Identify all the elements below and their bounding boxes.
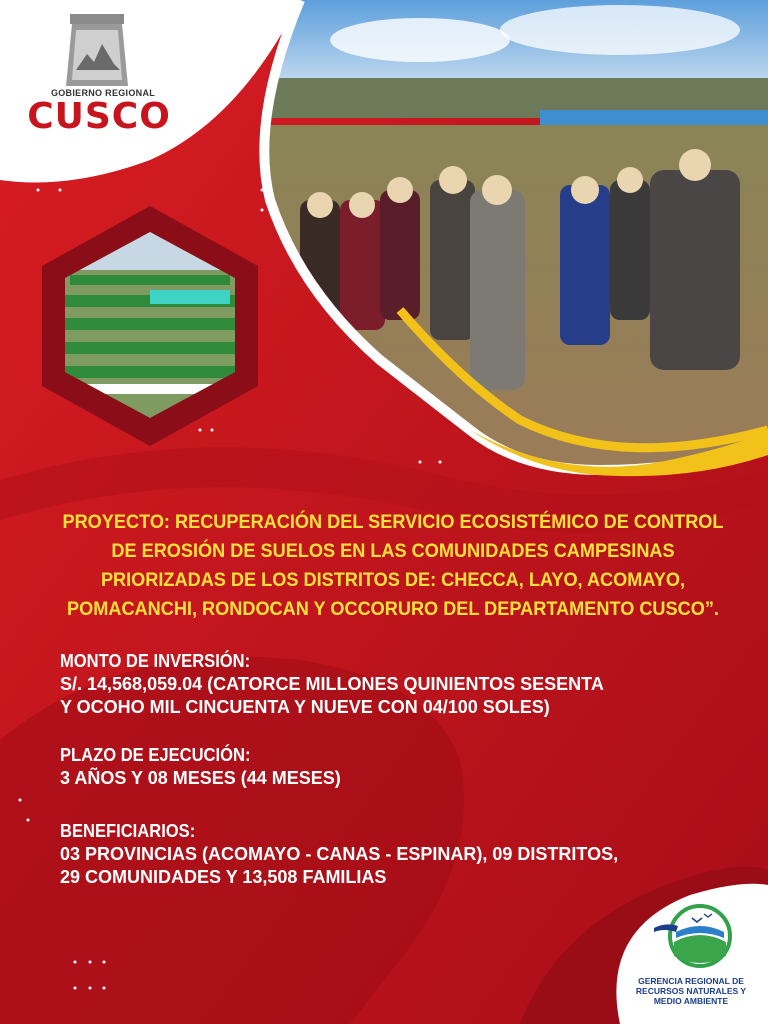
gerencia-label [616,976,766,1006]
project-title-line: PROYECTO: RECUPERACIÓN DEL SERVICIO ECOSISTÉMICO DE CONTROL [62,511,724,533]
investment-section [60,650,604,719]
investment-amount-text: Y OCOHO MIL CINCUENTA Y NUEVE CON 04/100 SOLES) [60,697,550,717]
cusco-emblem-icon [62,14,132,88]
term-heading: PLAZO DE EJECUCIÓN: [60,745,251,765]
term-value: 3 AÑOS Y 08 MESES (44 MESES) [60,768,341,788]
investment-amount: S/. 14,568,059.04 (CATORCE MILLONES QUINIENTOS SESENTA [60,674,604,694]
gobierno-regional-cusco-logo [0,0,260,160]
beneficiaries-heading: BENEFICIARIOS: [60,821,196,841]
gerencia-label-line: GERENCIA REGIONAL DE [638,976,744,986]
beneficiaries-line: 03 PROVINCIAS (ACOMAYO - CANAS - ESPINAR), 09 DISTRITOS, [60,844,619,864]
project-title [54,508,733,624]
project-title-line: PRIORIZADAS DE LOS DISTRITOS DE: CHECCA, LAYO, ACOMAYO, [100,569,686,591]
beneficiaries-section [60,820,618,889]
project-title-line: POMACANCHI, RONDOCAN Y OCCORURO DEL DEPARTAMENTO CUSCO”. [67,598,719,620]
beneficiaries-line: 29 COMUNIDADES Y 13,508 FAMILIAS [60,867,387,887]
gerencia-emblem-icon [652,898,738,974]
gerencia-label-line: RECURSOS NATURALES Y [635,986,747,996]
term-section [60,744,341,790]
investment-heading: MONTO DE INVERSIÓN: [60,651,251,671]
gerencia-label-line: MEDIO AMBIENTE [653,996,729,1006]
logo-subtitle: GOBIERNO REGIONAL [50,88,156,98]
project-title-line: DE EROSIÓN DE SUELOS EN LAS COMUNIDADES CAMPESINAS [111,540,675,562]
logo-title: CUSCO [27,96,171,137]
